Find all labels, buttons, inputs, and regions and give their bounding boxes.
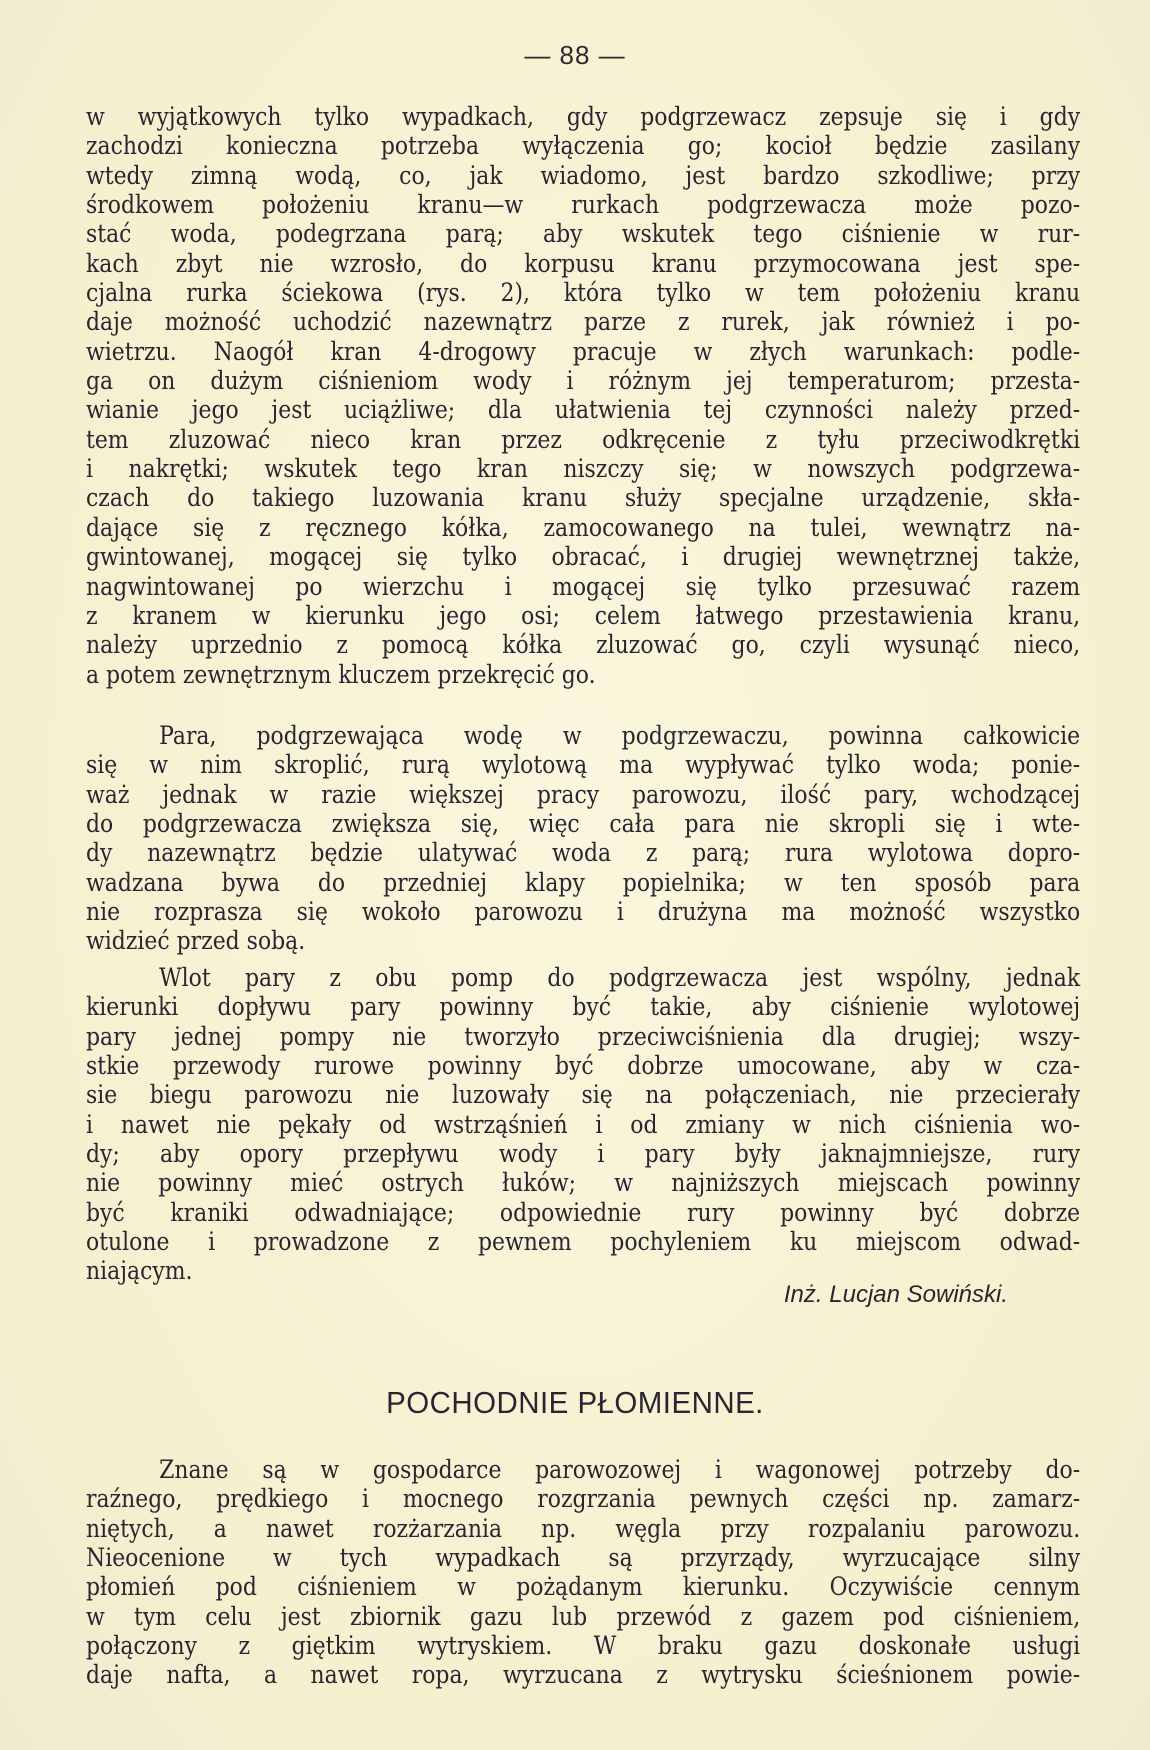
text-line: gwintowanej, mogącej się tylko obracać, i drugiej wewnętrznej także, (86, 542, 1081, 573)
text-line: i nakrętki; wskutek tego kran niszczy się; w nowszych podgrzewa- (86, 454, 1081, 485)
text-line: wietrzu. Naogół kran 4-drogowy pracuje w złych warunkach: podle- (86, 336, 1081, 367)
text-line: stkie przewody rurowe powinny być dobrze umocowane, aby w cza- (86, 1051, 1081, 1082)
text-line: stać woda, podegrzana parą; aby wskutek tego ciśnienie w rur- (86, 219, 1081, 250)
text-line: widzieć przed sobą. (86, 926, 306, 957)
text-line: do podgrzewacza zwiększa się, więc cała para nie skropli się i wte- (86, 809, 1081, 840)
text-line: waż jednak w razie większej pracy parowozu, ilość pary, wchodzącej (86, 779, 1081, 810)
text-line: ga on dużym ciśnieniom wody i różnym jej temperaturom; przesta- (86, 366, 1081, 397)
text-line: czach do takiego luzowania kranu służy specjalne urządzenie, skła- (86, 483, 1081, 514)
section-title: POCHODNIE PŁOMIENNE. (386, 1385, 764, 1420)
text-line: cjalna rurka ściekowa (rys. 2), która tylko w tem położeniu kranu (86, 278, 1081, 309)
paragraph-4 (86, 1456, 1080, 1691)
author-signature: Inż. Lucjan Sowiński. (783, 1281, 1008, 1308)
text-line: wadzana bywa do przedniej klapy popielnika; w ten sposób para (86, 867, 1081, 898)
text-line: dy nazewnątrz będzie ulatywać woda z parą; rura wylotowa dopro- (86, 838, 1081, 869)
text-line: Wlot pary z obu pomp do podgrzewacza jest wspólny, jednak (159, 963, 1081, 993)
text-line: środkowem położeniu kranu—w rurkach podgrzewacza może pozo- (86, 190, 1081, 221)
text-line: nie powinny mieć ostrych łuków; w najniższych miejscach powinny (86, 1168, 1081, 1199)
text-line: być kraniki odwadniające; odpowiednie rury powinny być dobrze (86, 1197, 1081, 1228)
text-line: w wyjątkowych tylko wypadkach, gdy podgrzewacz zepsuje się i gdy (86, 102, 1081, 132)
text-line: Nieocenione w tych wypadkach są przyrządy, wyrzucające silny (86, 1543, 1081, 1574)
text-line: kierunki dopływu pary powinny być takie, aby ciśnienie wylotowej (86, 992, 1081, 1023)
text-line: daje nafta, a nawet ropa, wyrzucana z wytrysku ścieśnionem powie- (86, 1660, 1081, 1691)
text-line: raźnego, prędkiego i mocnego rozgrzania pewnych części np. zamarz- (86, 1484, 1081, 1515)
text-line: należy uprzednio z pomocą kółka zluzować go, czyli wysunąć nieco, (86, 630, 1081, 661)
text-line: połączony z giętkim wytryskiem. W braku gazu doskonałe usługi (86, 1631, 1081, 1662)
paragraph-1 (86, 103, 1080, 690)
text-line: Para, podgrzewająca wodę w podgrzewaczu, powinna całkowicie (159, 721, 1081, 751)
paragraph-2 (86, 722, 1080, 957)
text-line: pary jednej pompy nie tworzyło przeciwciśnienia dla drugiej; wszy- (86, 1021, 1081, 1052)
text-line: daje możność uchodzić nazewnątrz parze z rurek, jak również i po- (86, 307, 1081, 338)
text-line: otulone i prowadzone z pewnem pochyleniem ku miejscom odwad- (86, 1227, 1081, 1258)
text-line: zachodzi konieczna potrzeba wyłączenia go; kocioł będzie zasilany (86, 131, 1081, 162)
text-line: kach zbyt nie wzrosło, do korpusu kranu przymocowana jest spe- (86, 248, 1081, 279)
page-number: — 88 — (524, 40, 626, 70)
text-line: nie rozprasza się wokoło parowozu i drużyna ma możność wszystko (86, 897, 1081, 928)
text-line: płomień pod ciśnieniem w pożądanym kierunku. Oczywiście cennym (86, 1572, 1081, 1603)
text-line: Znane są w gospodarce parowozowej i wagonowej potrzeby do- (159, 1455, 1081, 1485)
text-line: z kranem w kierunku jego osi; celem łatwego przestawienia kranu, (86, 600, 1081, 631)
text-line: wianie jego jest uciążliwe; dla ułatwienia tej czynności należy przed- (86, 395, 1081, 426)
text-line: niającym. (86, 1256, 193, 1287)
text-line: dy; aby opory przepływu wody i pary były jaknajmniejsze, rury (86, 1139, 1081, 1170)
text-line: w tym celu jest zbiornik gazu lub przewód z gazem pod ciśnieniem, (86, 1601, 1081, 1632)
text-line: niętych, a nawet rozżarzania np. węgla przy rozpalaniu parowozu. (86, 1513, 1081, 1544)
text-line: wtedy zimną wodą, co, jak wiadomo, jest bardzo szkodliwe; przy (86, 160, 1081, 191)
text-line: dające się z ręcznego kółka, zamocowanego na tulei, wewnątrz na- (86, 512, 1081, 543)
text-line: sie biegu parowozu nie luzowały się na połączeniach, nie przecierały (86, 1080, 1081, 1111)
paragraph-3 (86, 964, 1080, 1287)
text-line: nagwintowanej po wierzchu i mogącej się tylko przesuwać razem (86, 571, 1081, 602)
text-line: się w nim skroplić, rurą wylotową ma wypływać tylko woda; ponie- (86, 750, 1081, 781)
text-line: tem zluzować nieco kran przez odkręcenie z tyłu przeciwodkrętki (86, 424, 1081, 455)
text-line: i nawet nie pękały od wstrząśnień i od zmiany w nich ciśnienia wo- (86, 1109, 1081, 1140)
text-line: a potem zewnętrznym kluczem przekręcić go. (86, 659, 596, 690)
